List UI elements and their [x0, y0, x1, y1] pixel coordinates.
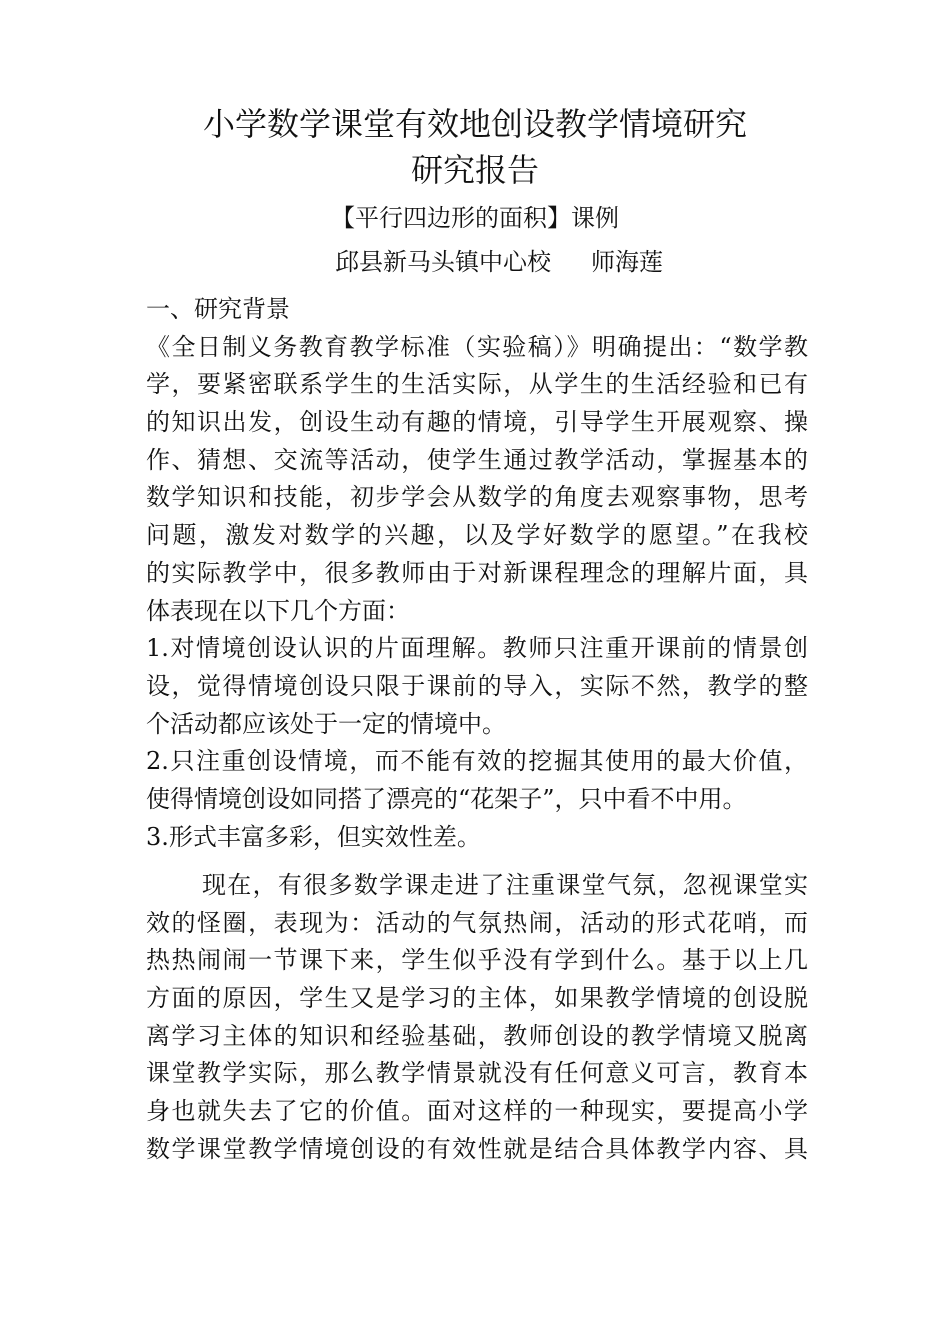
paragraph-1-line: 数学知识和技能，初步学会从数学的角度去观察事物，思考 — [146, 483, 808, 512]
paragraph-2-line: 现在，有很多数学课走进了注重课堂气氛，忽视课堂实 — [202, 871, 808, 899]
paragraph-2-line: 离学习主体的知识和经验基础，教师创设的教学情境又脱离 — [146, 1021, 808, 1050]
point-1-line: 设，觉得情境创设只限于课前的导入，实际不然，教学的整 — [146, 671, 808, 700]
document-subtitle: 【平行四边形的面积】课例 — [331, 204, 619, 232]
paragraph-2-line: 数学课堂教学情境创设的有效性就是结合具体教学内容、具 — [146, 1134, 808, 1163]
section-heading: 一、研究背景 — [146, 295, 290, 323]
author-school: 邱县新马头镇中心校 — [335, 248, 551, 276]
paragraph-1-line: 问题，激发对数学的兴趣，以及学好数学的愿望。”在我校 — [146, 521, 808, 550]
point-2-line: 2.只注重创设情境，而不能有效的挖掘其使用的最大价值， — [146, 747, 808, 776]
point-3-line: 3.形式丰富多彩，但实效性差。 — [146, 822, 481, 851]
paragraph-1-line: 的实际教学中，很多教师由于对新课程理念的理解片面，具 — [146, 558, 808, 587]
paragraph-2-line: 热热闹闹一节课下来，学生似乎没有学到什么。基于以上几 — [146, 946, 808, 975]
paragraph-1-line: 的知识出发，创设生动有趣的情境，引导学生开展观察、操 — [146, 408, 808, 437]
document-title-line-1: 小学数学课堂有效地创设教学情境研究 — [202, 105, 747, 143]
point-1-line: 1.对情境创设认识的片面理解。教师只注重开课前的情景创 — [146, 634, 808, 663]
paragraph-2-line: 效的怪圈，表现为：活动的气氛热闹，活动的形式花哨，而 — [146, 908, 808, 937]
paragraph-1-line: 作、猜想、交流等活动，使学生通过教学活动，掌握基本的 — [146, 445, 808, 474]
author-name: 师海莲 — [591, 248, 663, 276]
paragraph-1-line: 体表现在以下几个方面： — [146, 596, 410, 625]
paragraph-2-line: 方面的原因，学生又是学习的主体，如果教学情境的创设脱 — [146, 984, 808, 1013]
point-2-line: 使得情境创设如同搭了漂亮的“花架子”，只中看不中用。 — [146, 784, 747, 813]
point-1-line: 个活动都应该处于一定的情境中。 — [146, 709, 506, 738]
paragraph-2 — [146, 867, 808, 1169]
document-title-line-2: 研究报告 — [410, 151, 539, 189]
document-body — [146, 291, 808, 856]
author-line — [335, 246, 663, 278]
paragraph-2-line: 课堂教学实际，那么教学情景就没有任何意义可言，教育本 — [146, 1059, 808, 1088]
paragraph-1-line: 学，要紧密联系学生的生活实际，从学生的生活经验和已有 — [146, 370, 808, 399]
paragraph-2-line: 身也就失去了它的价值。面对这样的一种现实，要提高小学 — [146, 1097, 808, 1126]
paragraph-1-line: 《全日制义务教育教学标准（实验稿）》明确提出：“数学教 — [146, 332, 808, 361]
